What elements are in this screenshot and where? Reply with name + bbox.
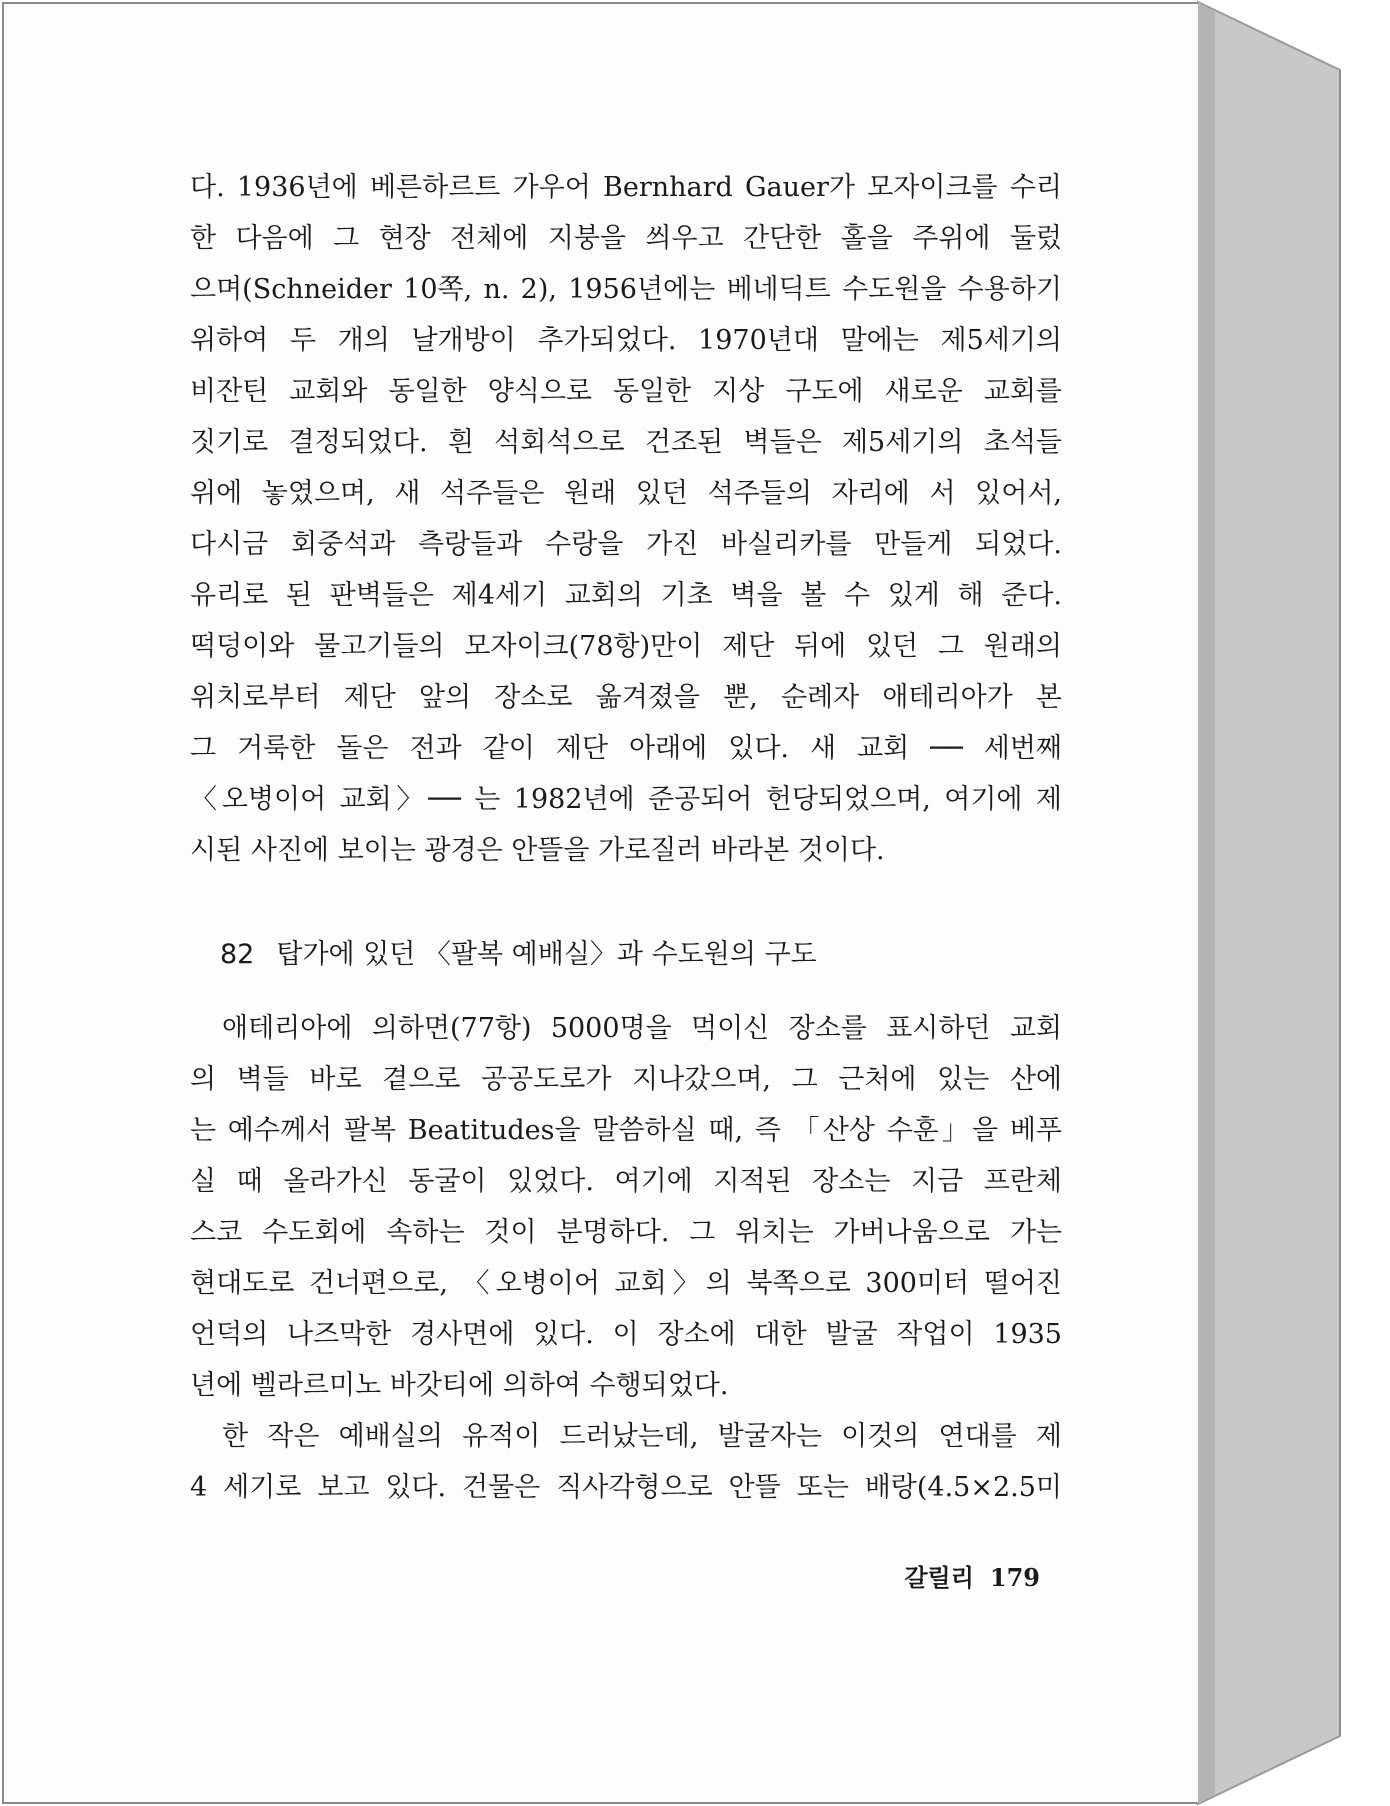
text-line: 현대도로 건너편으로, 〈오병이어 교회〉의 북쪽으로 300미터 떨어진: [190, 1268, 1062, 1299]
text-line: 다시금 회중석과 측랑들과 수랑을 가진 바실리카를 만들게 되었다.: [190, 529, 1062, 560]
body-paragraph-2: [190, 1003, 1062, 1513]
text-line: 한 다음에 그 현장 전체에 지붕을 씌우고 간단한 홀을 주위에 둘렀: [190, 223, 1062, 254]
running-head: 갈릴리: [904, 1563, 974, 1592]
text-line: 애테리아에 의하면(77항) 5000명을 먹이신 장소를 표시하던 교회: [222, 1013, 1062, 1044]
text-line: 짓기로 결정되었다. 흰 석회석으로 건조된 벽들은 제5세기의 초석들: [190, 427, 1062, 458]
text-line: 다. 1936년에 베른하르트 가우어 Bernhard Gauer가 모자이크를 수리: [190, 172, 1062, 203]
text-line: 〈오병이어 교회〉── 는 1982년에 준공되어 헌당되었으며, 여기에 제: [190, 784, 1062, 815]
text-line: 으며(Schneider 10쪽, n. 2), 1956년에는 베네딕트 수도원을 수용하기: [190, 274, 1062, 305]
text-line: 그 거룩한 돌은 전과 같이 제단 아래에 있다. 새 교회 ── 세번째: [190, 733, 1062, 764]
text-line: 떡덩이와 물고기들의 모자이크(78항)만이 제단 뒤에 있던 그 원래의: [190, 631, 1062, 662]
text-line: 실 때 올라가신 동굴이 있었다. 여기에 지적된 장소는 지금 프란체: [190, 1166, 1062, 1197]
text-line: 비잔틴 교회와 동일한 양식으로 동일한 지상 구도에 새로운 교회를: [190, 376, 1062, 407]
section-caption: [220, 932, 817, 971]
text-line: 년에 벨라르미노 바갓티에 의하여 수행되었다.: [190, 1370, 729, 1401]
text-line: 한 작은 예배실의 유적이 드러났는데, 발굴자는 이것의 연대를 제: [222, 1421, 1062, 1452]
text-line: 는 예수께서 팔복 Beatitudes을 말씀하실 때, 즉 「산상 수훈」을 베푸: [190, 1115, 1062, 1146]
text-line: 시된 사진에 보이는 광경은 안뜰을 가로질러 바라본 것이다.: [190, 835, 885, 866]
page-number: 179: [989, 1563, 1040, 1592]
text-line: 4 세기로 보고 있다. 건물은 직사각형으로 안뜰 또는 배랑(4.5×2.5미: [190, 1472, 1062, 1503]
text-line: 위하여 두 개의 날개방이 추가되었다. 1970년대 말에는 제5세기의: [190, 325, 1062, 356]
text-line: 위치로부터 제단 앞의 장소로 옮겨졌을 뿐, 순례자 애테리아가 본: [190, 682, 1062, 713]
caption-title: 탑가에 있던 〈팔복 예배실〉과 수도원의 구도: [276, 939, 817, 970]
body-paragraph-1: [190, 162, 1062, 876]
text-line: 언덕의 나즈막한 경사면에 있다. 이 장소에 대한 발굴 작업이 1935: [190, 1319, 1062, 1350]
page-footer: [900, 1558, 1040, 1593]
text-line: 의 벽들 바로 곁으로 공공도로가 지나갔으며, 그 근처에 있는 산에: [190, 1064, 1062, 1095]
text-line: 유리로 된 판벽들은 제4세기 교회의 기초 벽을 볼 수 있게 해 준다.: [190, 580, 1062, 611]
caption-number: 82: [220, 939, 255, 970]
text-line: 스코 수도회에 속하는 것이 분명하다. 그 위치는 가버나움으로 가는: [190, 1217, 1062, 1248]
text-line: 위에 놓였으며, 새 석주들은 원래 있던 석주들의 자리에 서 있어서,: [190, 478, 1062, 509]
